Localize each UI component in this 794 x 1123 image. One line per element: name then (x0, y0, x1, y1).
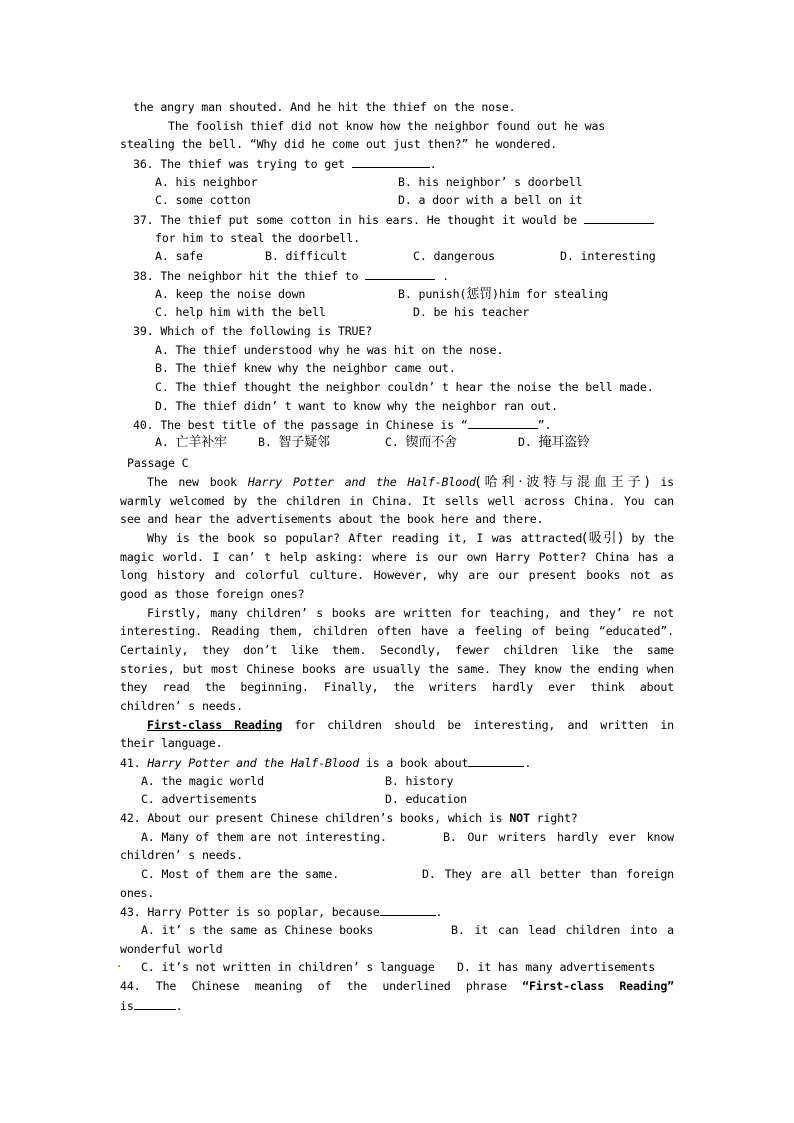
option-b: B. The thief knew why the neighbor came out. (155, 361, 456, 375)
question-44-stem: 44. The Chinese meaning of the underlined phrase “First-class Reading” (120, 979, 674, 993)
option-a: A. The thief understood why he was hit on the nose. (155, 343, 504, 357)
option-d: D. education (385, 792, 467, 806)
question-40-stem: 40. The best title of the passage in Chinese is “ ”. (133, 418, 552, 432)
option-d: D. a door with a bell on it (398, 193, 583, 207)
option-a: A. his neighbor (155, 175, 258, 189)
stray-mark (118, 965, 120, 967)
question-39-stem: 39. Which of the following is TRUE? (133, 324, 373, 338)
option-d-cont: ones. (120, 886, 155, 900)
answer-blank (468, 755, 524, 767)
paragraph-line: they read the beginning. Finally, the writers hardly ever think about (120, 680, 674, 694)
paragraph-line: First-class Reading for children should be interesting, and written in (147, 718, 674, 732)
option-d: D. They are all better than foreign (422, 867, 674, 881)
answer-blank (134, 998, 176, 1010)
paragraph-line: Why is the book so popular? After reading it, I was attracted(吸引) by the (147, 531, 674, 546)
option-b: B. Our writers hardly ever know (443, 830, 674, 844)
option-a: A. safe (155, 249, 203, 263)
answer-blank (584, 212, 654, 224)
paragraph-line: long history and colorful culture. However, why are our present books not as (120, 568, 674, 582)
option-d: D. 掩耳盗铃 (518, 435, 590, 450)
question-44-answer-line: is . (120, 999, 183, 1013)
option-d: D. The thief didn’ t want to know why the neighbor ran out. (155, 399, 558, 413)
option-b-cont: wonderful world (120, 942, 223, 956)
option-a: A. it’ s the same as Chinese books (141, 923, 374, 937)
quoted-phrase: “First-class Reading” (522, 979, 674, 993)
underlined-phrase: First-class Reading (147, 718, 283, 732)
option-b: B. it can lead children into a (451, 923, 674, 937)
paragraph-line: Firstly, many children’ s books are written for teaching, and they’ re not (147, 606, 674, 620)
option-c: C. 锲而不舍 (385, 435, 457, 450)
option-b: B. punish(惩罚)him for stealing (398, 287, 609, 302)
option-a: A. Many of them are not interesting. (141, 830, 387, 844)
paragraph-line: see and hear the advertisements about the book here and there. (120, 512, 544, 526)
paragraph-line: children’ s needs. (120, 699, 243, 713)
option-a: A. the magic world (141, 774, 264, 788)
option-b: B. difficult (265, 249, 347, 263)
paragraph-line: good as those foreign ones? (120, 587, 305, 601)
answer-blank (468, 417, 538, 429)
question-38-stem: 38. The neighbor hit the thief to . (133, 269, 449, 283)
book-title: Harry Potter and the Half-Blood (247, 475, 476, 489)
section-heading: Passage C (127, 456, 189, 470)
question-37-stem-cont: for him to steal the doorbell. (155, 231, 360, 245)
option-d: D. it has many advertisements (457, 960, 656, 974)
passage-line: the angry man shouted. And he hit the thief on the nose. (133, 100, 516, 114)
option-c: C. Most of them are the same. (141, 867, 340, 881)
question-36-stem: 36. The thief was trying to get . (133, 157, 437, 171)
option-b: B. history (385, 774, 454, 788)
option-c: C. The thief thought the neighbor couldn’ t hear the noise the bell made. (155, 380, 654, 394)
option-a: A. 亡羊补牢 (155, 435, 227, 450)
option-c: C. help him with the bell (155, 305, 326, 319)
option-d: D. interesting (560, 249, 656, 263)
option-b: B. his neighbor’ s doorbell (398, 175, 583, 189)
option-a: A. keep the noise down (155, 287, 306, 301)
question-43-stem: 43. Harry Potter is so poplar, because . (120, 905, 443, 919)
passage-line: The foolish thief did not know how the neighbor found out he was (168, 119, 606, 133)
question-42-stem: 42. About our present Chinese children’s books, which is NOT right? (120, 811, 578, 825)
paragraph-line: magic world. I can’ t help asking: where is our own Harry Potter? China has a (120, 550, 674, 564)
option-d: D. be his teacher (413, 305, 530, 319)
paragraph-line: Certainly, they don’t like them. Secondly, fewer children like the same (120, 643, 674, 657)
paragraph-line: stories, but most Chinese books are usually the same. They know the ending when (120, 662, 674, 676)
paragraph-line: The new book Harry Potter and the Half-Blood(哈利·波特与混血王子) is (147, 475, 675, 490)
option-c: C. dangerous (413, 249, 495, 263)
paragraph-line: warmly welcomed by the children in China. It sells well across China. You can (120, 494, 674, 508)
option-b: B. 智子疑邻 (258, 435, 330, 450)
question-41-stem: 41. Harry Potter and the Half-Blood is a book about . (120, 756, 532, 770)
answer-blank (380, 904, 436, 916)
option-c: C. some cotton (155, 193, 251, 207)
question-37-stem: 37. The thief put some cotton in his ears. He thought it would be (133, 212, 654, 228)
option-b-cont: children’ s needs. (120, 848, 243, 862)
answer-blank (352, 156, 430, 168)
answer-blank (365, 268, 435, 280)
paragraph-line: interesting. Reading them, children often have a feeling of being “educated”. (120, 624, 674, 638)
paragraph-line: their language. (120, 736, 223, 750)
option-c: C. advertisements (141, 792, 258, 806)
option-c: C. it’s not written in children’ s language (141, 960, 435, 974)
passage-line: stealing the bell. “Why did he come out just then?” he wondered. (120, 137, 558, 151)
